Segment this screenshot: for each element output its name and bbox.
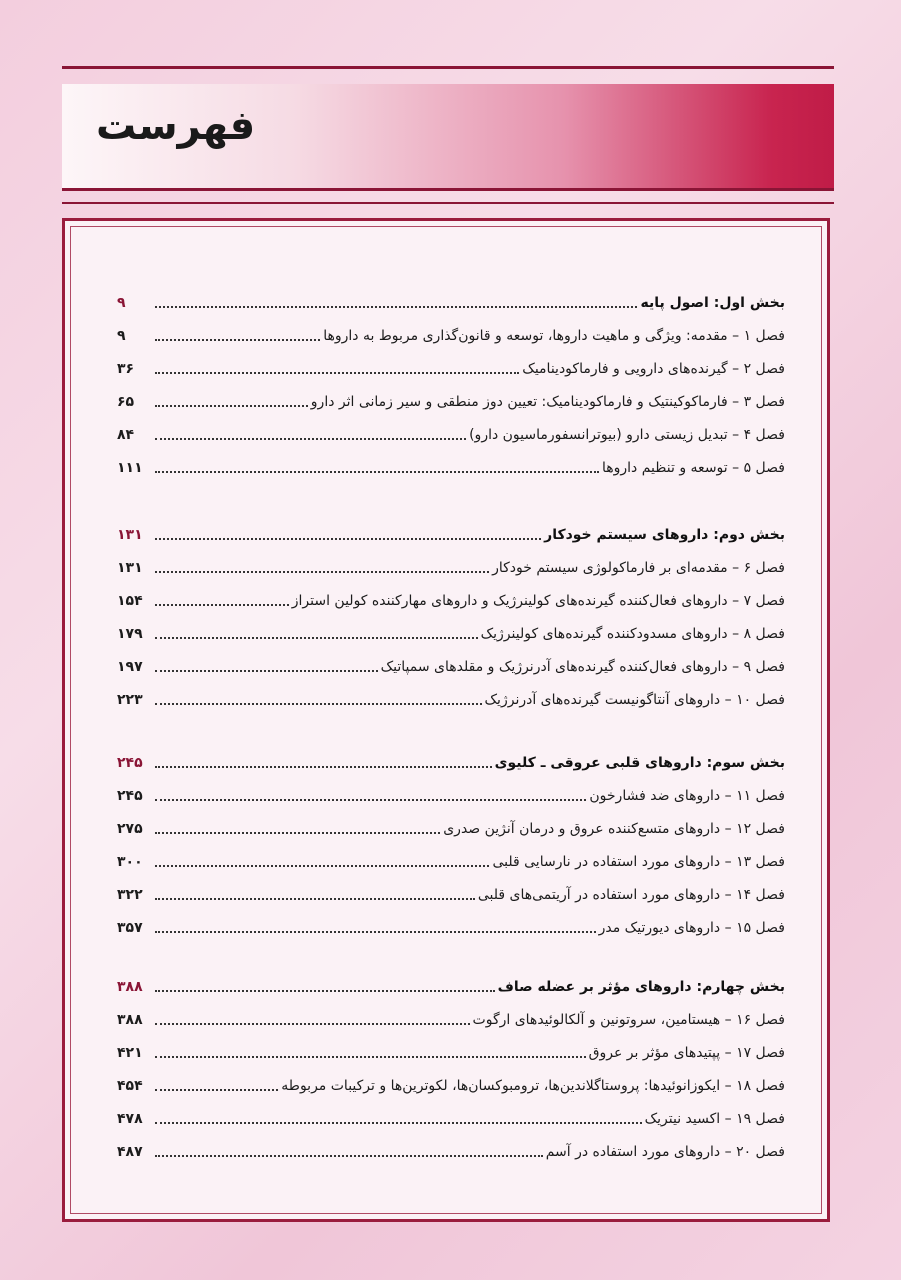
chapter-entry bbox=[117, 998, 785, 1030]
chapter-title: فصل ۱۰ – داروهای آنتاگونیست گیرنده‌های آدرنرژیک bbox=[484, 692, 785, 708]
chapter-page-number: ۴۲۱ bbox=[117, 1045, 143, 1061]
chapter-page-number: ۳۰۰ bbox=[117, 854, 143, 870]
chapter-title: فصل ۱۹ – اکسید نیتریک bbox=[644, 1111, 785, 1127]
chapter-entry bbox=[117, 906, 785, 938]
chapter-page-number: ۳۸۸ bbox=[117, 1012, 143, 1028]
chapter-title: فصل ۱۶ – هیستامین، سروتونین و آلکالوئیدهای ارگوت bbox=[472, 1012, 785, 1028]
chapter-page-number: ۸۴ bbox=[117, 427, 135, 443]
chapter-entry bbox=[117, 380, 785, 412]
leader-dots bbox=[155, 1122, 642, 1124]
chapter-page-number: ۲۴۵ bbox=[117, 788, 143, 804]
chapter-entry bbox=[117, 446, 785, 478]
chapter-title: فصل ۳ – فارماکوکینتیک و فارماکودینامیک: تعیین دوز منطقی و سیر زمانی اثر دارو bbox=[310, 394, 785, 410]
chapter-title: فصل ۲۰ – داروهای مورد استفاده در آسم bbox=[545, 1144, 785, 1160]
header-rule-thin bbox=[62, 202, 834, 204]
leader-dots bbox=[155, 306, 637, 308]
leader-dots bbox=[155, 799, 586, 801]
chapter-page-number: ۲۲۳ bbox=[117, 692, 143, 708]
leader-dots bbox=[155, 1089, 278, 1091]
chapter-title: فصل ۱۱ – داروهای ضد فشارخون bbox=[589, 788, 785, 804]
leader-dots bbox=[155, 438, 466, 440]
leader-dots bbox=[155, 670, 378, 672]
leader-dots bbox=[155, 339, 320, 341]
chapter-title: فصل ۸ – داروهای مسدودکننده گیرنده‌های کولینرژیک bbox=[480, 626, 785, 642]
chapter-entry bbox=[117, 413, 785, 445]
leader-dots bbox=[155, 832, 440, 834]
chapter-entry bbox=[117, 612, 785, 644]
chapter-page-number: ۱۹۷ bbox=[117, 659, 143, 675]
part-header bbox=[117, 281, 785, 313]
leader-dots bbox=[155, 1056, 586, 1058]
leader-dots bbox=[155, 931, 596, 933]
chapter-entry bbox=[117, 347, 785, 379]
part-header bbox=[117, 741, 785, 773]
leader-dots bbox=[155, 766, 492, 768]
chapter-entry bbox=[117, 1130, 785, 1162]
chapter-entry bbox=[117, 774, 785, 806]
leader-dots bbox=[155, 898, 475, 900]
chapter-entry bbox=[117, 840, 785, 872]
chapter-page-number: ۴۵۴ bbox=[117, 1078, 143, 1094]
chapter-title: فصل ۹ – داروهای فعال‌کننده گیرنده‌های آدرنرژیک و مقلدهای سمپاتیک bbox=[380, 659, 785, 675]
part-header bbox=[117, 513, 785, 545]
page-title: فهرست bbox=[96, 103, 256, 149]
chapter-page-number: ۲۷۵ bbox=[117, 821, 143, 837]
part-title: بخش سوم: داروهای قلبی عروقی ـ کلیوی bbox=[494, 755, 785, 771]
part-page-number: ۹ bbox=[117, 295, 126, 311]
leader-dots bbox=[155, 637, 478, 639]
part-header bbox=[117, 965, 785, 997]
chapter-page-number: ۱۵۴ bbox=[117, 593, 143, 609]
leader-dots bbox=[155, 471, 599, 473]
chapter-entry bbox=[117, 645, 785, 677]
leader-dots bbox=[155, 372, 519, 374]
chapter-page-number: ۴۷۸ bbox=[117, 1111, 143, 1127]
leader-dots bbox=[155, 571, 489, 573]
chapter-page-number: ۳۵۷ bbox=[117, 920, 143, 936]
chapter-title: فصل ۱۲ – داروهای متسع‌کننده عروق و درمان آنژین صدری bbox=[443, 821, 785, 837]
leader-dots bbox=[155, 990, 495, 992]
chapter-entry bbox=[117, 873, 785, 905]
toc-frame bbox=[62, 218, 830, 1222]
chapter-page-number: ۶۵ bbox=[117, 394, 135, 410]
chapter-page-number: ۳۶ bbox=[117, 361, 135, 377]
chapter-title: فصل ۴ – تبدیل زیستی دارو (بیوترانسفورماسیون دارو) bbox=[469, 427, 785, 443]
leader-dots bbox=[155, 1155, 543, 1157]
chapter-entry bbox=[117, 1031, 785, 1063]
part-title: بخش دوم: داروهای سیستم خودکار bbox=[544, 527, 785, 543]
chapter-entry bbox=[117, 546, 785, 578]
leader-dots bbox=[155, 604, 289, 606]
chapter-title: فصل ۱۷ – پپتیدهای مؤثر بر عروق bbox=[588, 1045, 785, 1061]
leader-dots bbox=[155, 405, 308, 407]
chapter-title: فصل ۱۸ – ایکوزانوئیدها: پروستاگلاندین‌ها، ترومبوکسان‌ها، لکوترین‌ها و ترکیبات مربوطه bbox=[281, 1078, 785, 1094]
chapter-title: فصل ۵ – توسعه و تنظیم داروها bbox=[602, 460, 785, 476]
chapter-page-number: ۱۱۱ bbox=[117, 460, 143, 476]
part-page-number: ۱۳۱ bbox=[117, 527, 143, 543]
chapter-entry bbox=[117, 807, 785, 839]
chapter-title: فصل ۷ – داروهای فعال‌کننده گیرنده‌های کولینرژیک و داروهای مهارکننده کولین استراز bbox=[291, 593, 785, 609]
chapter-page-number: ۳۲۲ bbox=[117, 887, 143, 903]
part-page-number: ۳۸۸ bbox=[117, 979, 143, 995]
chapter-page-number: ۱۳۱ bbox=[117, 560, 143, 576]
chapter-page-number: ۴۸۷ bbox=[117, 1144, 143, 1160]
chapter-title: فصل ۱ – مقدمه: ویژگی و ماهیت داروها، توسعه و قانون‌گذاری مربوط به داروها bbox=[323, 328, 785, 344]
chapter-title: فصل ۲ – گیرنده‌های دارویی و فارماکودینامیک bbox=[522, 361, 785, 377]
leader-dots bbox=[155, 865, 489, 867]
chapter-title: فصل ۶ – مقدمه‌ای بر فارماکولوژی سیستم خودکار bbox=[492, 560, 785, 576]
chapter-entry bbox=[117, 314, 785, 346]
chapter-entry bbox=[117, 1064, 785, 1096]
chapter-entry bbox=[117, 579, 785, 611]
chapter-page-number: ۹ bbox=[117, 328, 126, 344]
chapter-title: فصل ۱۴ – داروهای مورد استفاده در آریتمی‌های قلبی bbox=[477, 887, 785, 903]
top-rule bbox=[62, 66, 834, 69]
part-page-number: ۲۴۵ bbox=[117, 755, 143, 771]
leader-dots bbox=[155, 1023, 470, 1025]
chapter-page-number: ۱۷۹ bbox=[117, 626, 143, 642]
chapter-title: فصل ۱۵ – داروهای دیورتیک مدر bbox=[598, 920, 785, 936]
chapter-title: فصل ۱۳ – داروهای مورد استفاده در نارسایی قلبی bbox=[492, 854, 785, 870]
leader-dots bbox=[155, 538, 541, 540]
chapter-entry bbox=[117, 678, 785, 710]
part-title: بخش چهارم: داروهای مؤثر بر عضله صاف bbox=[497, 979, 785, 995]
leader-dots bbox=[155, 703, 482, 705]
header-rule bbox=[62, 188, 834, 191]
chapter-entry bbox=[117, 1097, 785, 1129]
part-title: بخش اول: اصول پایه bbox=[640, 295, 785, 311]
